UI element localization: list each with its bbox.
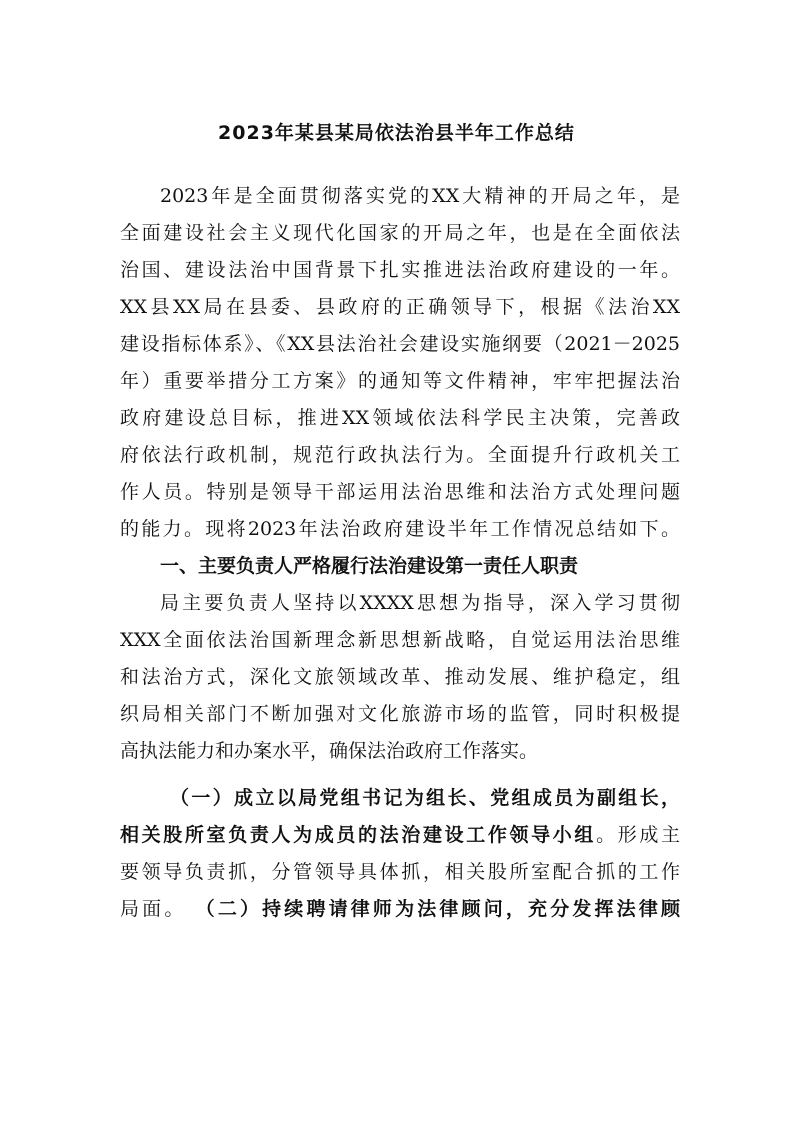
document-body (120, 178, 680, 928)
subsection-heading-1-cont: 相关股所室负责人为成员的法治建设工作领导小组 (120, 824, 597, 846)
text-line: 织局相关部门不断加强对文化旅游市场的监管，同时积极提 (120, 703, 680, 725)
text-line: 作人员。特别是领导干部运用法治思维和法治方式处理问题 (120, 481, 680, 503)
text-line: 局主要负责人坚持以XXXX思想为指导，深入学习贯彻 (160, 592, 680, 614)
subsection-heading-1: （一）成立以局党组书记为组长、党组成员为副组长， (170, 787, 680, 809)
section-heading-1: 一、主要负责人严格履行法治建设第一责任人职责 (160, 555, 579, 577)
document-title: 2023年某县某局依法治县半年工作总结 (218, 122, 575, 144)
paragraph-gap (120, 770, 680, 780)
paragraph-intro (120, 178, 680, 548)
text-span: 局面。 (120, 898, 196, 920)
text-line: 全面建设社会主义现代化国家的开局之年，也是在全面依法 (120, 222, 680, 244)
text-line (120, 891, 680, 928)
text-span: 。形成主 (596, 824, 680, 846)
text-line: XX县XX局在县委、县政府的正确领导下，根据《法治XX (120, 296, 680, 318)
text-line: 的能力。现将2023年法治政府建设半年工作情况总结如下。 (120, 518, 680, 540)
text-line: XXX全面依法治国新理念新思想新战略，自觉运用法治思维 (120, 629, 680, 651)
text-line: 建设指标体系》、《XX县法治社会建设实施纲要（2021－2025 (120, 333, 680, 355)
text-line: 政府建设总目标，推进XX领域依法科学民主决策，完善政 (120, 407, 680, 429)
text-line: 和法治方式，深化文旅领域改革、推动发展、维护稳定，组 (120, 666, 680, 688)
paragraph-subsection (120, 780, 680, 928)
text-line: 2023年是全面贯彻落实党的XX大精神的开局之年，是 (160, 185, 680, 207)
text-line: 要领导负责抓，分管领导具体抓，相关股所室配合抓的工作 (120, 861, 680, 883)
text-line: 高执法能力和办案水平，确保法治政府工作落实。 (120, 740, 539, 762)
subsection-heading-2: （二）持续聘请律师为法律顾问，充分发挥法律顾 (195, 898, 680, 920)
text-line: 年）重要举措分工方案》的通知等文件精神，牢牢把握法治 (120, 370, 680, 392)
text-line (120, 817, 680, 854)
paragraph-section-1 (120, 585, 680, 770)
text-line: 府依法行政机制，规范行政执法行为。全面提升行政机关工 (120, 444, 680, 466)
text-line: 治国、建设法治中国背景下扎实推进法治政府建设的一年。 (120, 259, 680, 281)
